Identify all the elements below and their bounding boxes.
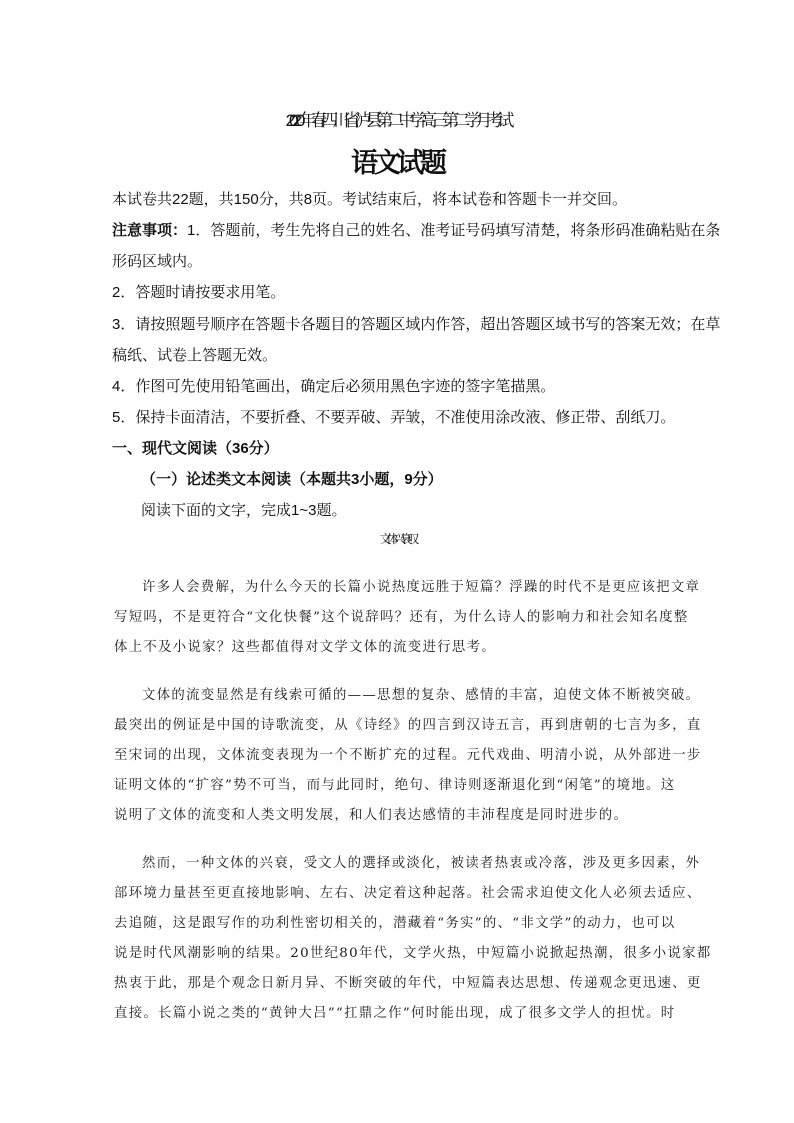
notice-item-1-cont: 形码区域内。 [112,253,203,270]
subject-title: 语文试题 [351,148,443,179]
essay-p3-line: 部环境力量甚至更直接地影响、左右、决定着这种起落。社会需求迫使文化人必须去适应、 [114,886,702,901]
essay-p2-line: 说明了文体的流变和人类文明发展，和人们表达感情的丰沛程度是同时进步的。 [114,808,629,823]
notice-item-1 [112,219,720,240]
notice-item-2: 2．答题时请按要求用笔。 [112,284,286,301]
subsection-heading: （一）论述类文本阅读（本题共3小题，9分） [141,471,443,488]
essay-p3-line: 然而，一种文体的兴衰，受文人的選择或淡化，被读者热衷或冷落，涉及更多因素，外 [142,856,701,871]
essay-title: 文体兴衰叹 [379,532,415,546]
essay-p2-line: 至宋词的出现，文体流变表现为一个不断扩充的过程。元代戏曲、明清小说，从外部进一步 [114,748,702,763]
essay-p2-line: 最突出的例证是中国的诗歌流变，从《诗经》的四言到汉诗五言，再到唐朝的七言为多，直 [114,718,702,733]
exam-intro: 本试卷共22题，共150分，共8页。考试结束后，将本试卷和答题卡一并交回。 [112,191,628,208]
notice-item-5: 5．保持卡面清洁，不要折叠、不要弄破、弄皱，不准使用涂改液、修正带、刮纸刀。 [112,409,676,426]
essay-p3-line: 直接。长篇小说之类的“黄钟大吕”“扛鼎之作”何时能出现，成了很多文学人的担忧。时 [114,1006,676,1021]
essay-p3-line: 说是时代风潮影响的结果。20世纪80年代，文学火热，中短篇小说掀起热潮，很多小说家都 [114,946,712,961]
notice-item-3-cont: 稿纸、试卷上答题无效。 [112,347,278,364]
reading-instruction: 阅读下面的文字，完成1~3题。 [141,502,347,519]
essay-p1-line: 写短吗，不是更符合“文化快餐”这个说辞吗？还有，为什么诗人的影响力和社会知名度整 [114,610,689,625]
essay-p2-line: 证明文体的“扩容”势不可当，而与此同时，绝句、律诗则逐渐退化到“闲笔”的境地。这 [114,778,676,793]
notice-label: 注意事项： [112,222,188,239]
notice-item-1-text: 1．答题前，考生先将自己的姓名、准考证号码填写清楚，将条形码准确粘贴在条 [187,222,721,239]
section-heading: 一、现代文阅读（36分） [112,440,279,457]
essay-p2-line: 文体的流变显然是有线索可循的——思想的复杂、感情的丰富，迫使文体不断被突破。 [142,688,701,703]
essay-p3-line: 热衷于此，那是个观念日新月异、不断突破的年代，中短篇表达思想、传递观念更迅速、更 [114,976,702,991]
notice-item-4: 4．作图可先使用铅笔画出，确定后必须用黑色字迹的签字笔描黑。 [112,378,556,395]
exam-title: 2020年春四川省泸县第二中学高三第二学月考试 [285,111,509,130]
notice-item-3: 3．请按照题号顺序在答题卡各题目的答题区域内作答，超出答题区域书写的答案无效；在草 [112,316,721,333]
essay-p1-line: 许多人会费解，为什么今天的长篇小说热度远胜于短篇？浮躁的时代不是更应该把文章 [142,580,701,595]
essay-p3-line: 去追随，这是跟写作的功利性密切相关的，潜藏着“务实”的、“非文学”的动力，也可以 [114,916,676,931]
essay-p1-line: 体上不及小说家？这些都值得对文学文体的流变进行思考。 [114,640,496,655]
